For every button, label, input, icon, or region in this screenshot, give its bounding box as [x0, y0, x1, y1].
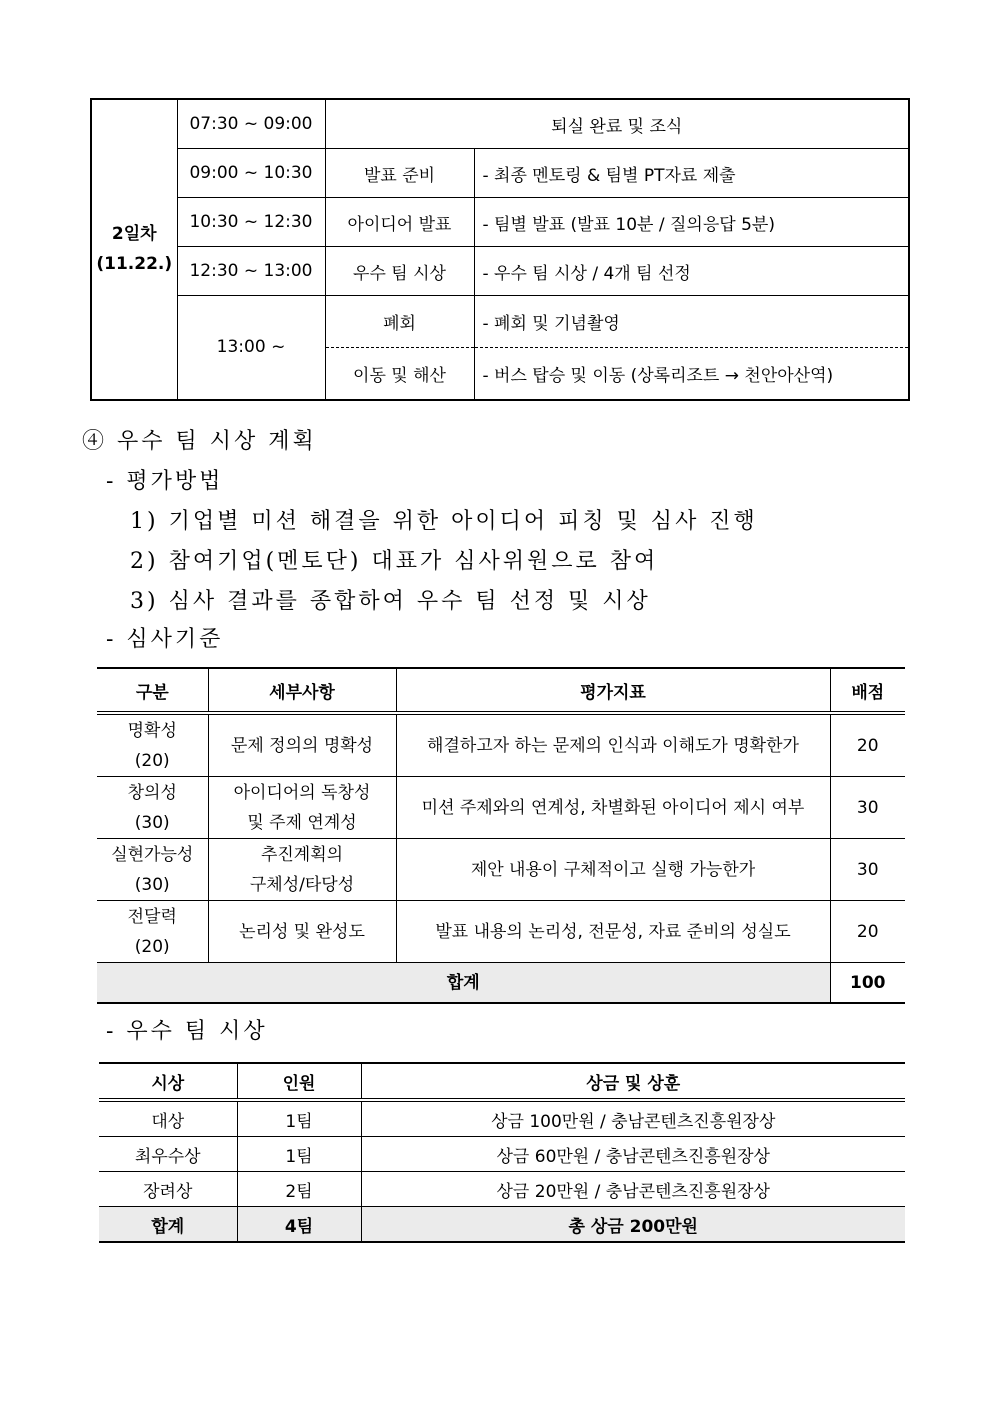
time-cell: 12:30 ~ 13:00	[177, 247, 325, 296]
program-cell: 아이디어 발표	[325, 198, 474, 247]
description-cell: - 팀별 발표 (발표 10분 / 질의응답 5분)	[474, 198, 909, 247]
time-cell: 13:00 ~	[177, 296, 325, 400]
schedule-row	[91, 149, 909, 198]
prize-header-row	[99, 1063, 905, 1100]
award-cell: 장려상	[99, 1172, 237, 1207]
prize-heading: - 우수 팀 시상	[106, 1019, 268, 1044]
column-header: 구분	[97, 668, 208, 713]
method-item: 2) 참여기업(멘토단) 대표가 심사위원으로 참여	[130, 549, 659, 574]
program-cell: 퇴실 완료 및 조식	[325, 99, 909, 149]
column-header: 평가지표	[396, 668, 830, 713]
category-score: (20)	[134, 936, 170, 957]
detail-text: 구체성/타당성	[249, 874, 355, 895]
description-cell: - 우수 팀 시상 / 4개 팀 선정	[474, 247, 909, 296]
schedule-row	[91, 296, 909, 348]
score-cell: 30	[830, 839, 905, 901]
description-cell: - 최종 멘토링 & 팀별 PT자료 제출	[474, 149, 909, 198]
category-cell	[97, 777, 208, 839]
time-cell: 09:00 ~ 10:30	[177, 149, 325, 198]
schedule-row	[91, 99, 909, 149]
detail-cell	[208, 713, 396, 777]
score-cell: 20	[830, 713, 905, 777]
day-label: 2일차	[111, 224, 157, 245]
detail-text: 및 주제 연계성	[247, 812, 357, 833]
detail-cell	[208, 901, 396, 963]
schedule-row	[91, 247, 909, 296]
program-cell: 폐회	[325, 296, 474, 348]
detail-text: 문제 정의의 명확성	[230, 735, 374, 756]
column-header: 세부사항	[208, 668, 396, 713]
table-row	[99, 1100, 905, 1137]
table-row	[97, 713, 905, 777]
category-cell	[97, 901, 208, 963]
prize-table	[99, 1062, 905, 1243]
day-date: (11.22.)	[96, 254, 173, 275]
total-label: 합계	[97, 963, 830, 1004]
score-cell: 20	[830, 901, 905, 963]
method-heading: - 평가방법	[106, 469, 224, 494]
criteria-table	[97, 667, 905, 1004]
count-cell: 2팀	[237, 1172, 361, 1207]
category-cell	[97, 839, 208, 901]
reward-cell: 상금 60만원 / 충남콘텐츠진흥원장상	[361, 1137, 905, 1172]
category-name: 전달력	[127, 906, 177, 927]
category-score: (30)	[134, 874, 170, 895]
indicator-cell: 미션 주제와의 연계성, 차별화된 아이디어 제시 여부	[396, 777, 830, 839]
total-row	[97, 963, 905, 1004]
column-header: 상금 및 상훈	[361, 1063, 905, 1100]
award-cell: 최우수상	[99, 1137, 237, 1172]
detail-text: 아이디어의 독창성	[233, 782, 371, 803]
count-cell: 4팀	[237, 1207, 361, 1243]
detail-text: 논리성 및 완성도	[239, 921, 365, 942]
indicator-cell: 제안 내용이 구체적이고 실행 가능한가	[396, 839, 830, 901]
program-cell: 우수 팀 시상	[325, 247, 474, 296]
category-name: 실현가능성	[111, 844, 194, 865]
method-item: 1) 기업별 미션 해결을 위한 아이디어 피칭 및 심사 진행	[130, 509, 758, 534]
indicator-cell: 해결하고자 하는 문제의 인식과 이해도가 명확한가	[396, 713, 830, 777]
reward-cell: 상금 20만원 / 충남콘텐츠진흥원장상	[361, 1172, 905, 1207]
total-score: 100	[830, 963, 905, 1004]
indicator-cell: 발표 내용의 논리성, 전문성, 자료 준비의 성실도	[396, 901, 830, 963]
time-cell: 07:30 ~ 09:00	[177, 99, 325, 149]
criteria-heading: - 심사기준	[106, 627, 224, 652]
table-row	[97, 901, 905, 963]
column-header: 인원	[237, 1063, 361, 1100]
score-cell: 30	[830, 777, 905, 839]
section-title: ④ 우수 팀 시상 계획	[82, 429, 317, 454]
category-cell	[97, 713, 208, 777]
column-header: 시상	[99, 1063, 237, 1100]
detail-text: 추진계획의	[260, 844, 344, 865]
time-cell: 10:30 ~ 12:30	[177, 198, 325, 247]
detail-cell	[208, 839, 396, 901]
award-cell: 대상	[99, 1100, 237, 1137]
detail-cell	[208, 777, 396, 839]
table-row	[97, 839, 905, 901]
method-item: 3) 심사 결과를 종합하여 우수 팀 선정 및 시상	[130, 589, 651, 614]
schedule-row	[91, 198, 909, 247]
table-row	[99, 1172, 905, 1207]
category-name: 창의성	[127, 782, 177, 803]
day-cell	[91, 99, 177, 400]
category-score: (30)	[134, 812, 170, 833]
count-cell: 1팀	[237, 1137, 361, 1172]
reward-cell: 총 상금 200만원	[361, 1207, 905, 1243]
description-cell: - 버스 탑승 및 이동 (상록리조트 → 천안아산역)	[474, 348, 909, 400]
count-cell: 1팀	[237, 1100, 361, 1137]
category-score: (20)	[134, 750, 170, 771]
description-cell: - 폐회 및 기념촬영	[474, 296, 909, 348]
criteria-header-row	[97, 668, 905, 713]
award-cell: 합계	[99, 1207, 237, 1243]
reward-cell: 상금 100만원 / 충남콘텐츠진흥원장상	[361, 1100, 905, 1137]
program-cell: 발표 준비	[325, 149, 474, 198]
total-row	[99, 1207, 905, 1243]
column-header: 배점	[830, 668, 905, 713]
schedule-table	[90, 98, 910, 401]
table-row	[99, 1137, 905, 1172]
program-cell: 이동 및 해산	[325, 348, 474, 400]
category-name: 명확성	[127, 720, 177, 741]
table-row	[97, 777, 905, 839]
